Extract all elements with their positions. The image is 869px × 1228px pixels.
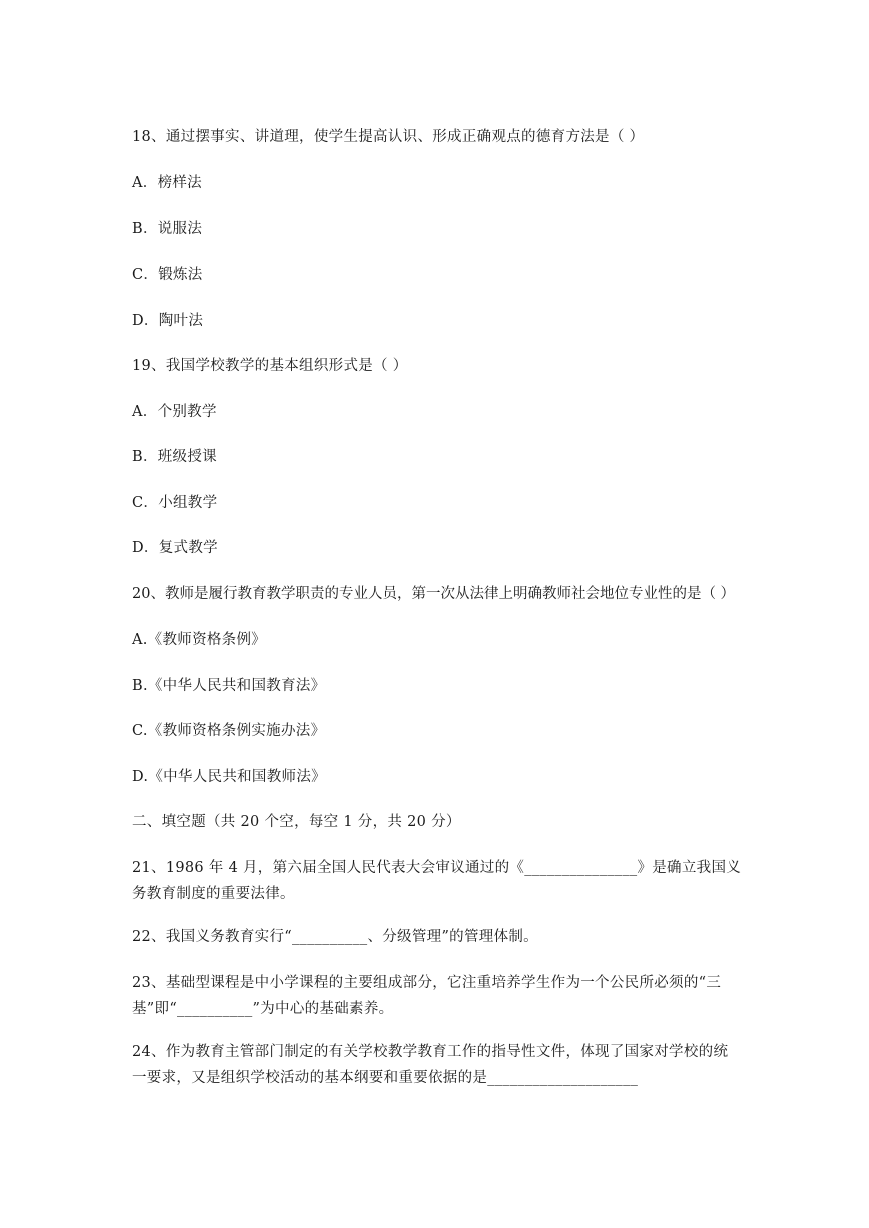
question-18-option-a: A．榜样法 bbox=[132, 175, 202, 191]
question-19-option-c: C．小组教学 bbox=[132, 495, 218, 511]
question-18-option-c: C．锻炼法 bbox=[132, 267, 203, 283]
section-2-heading: 二、填空题（共 20 个空，每空 1 分，共 20 分） bbox=[132, 814, 461, 830]
question-24-line-1: 24、作为教育主管部门制定的有关学校教学教育工作的指导性文件，体现了国家对学校的统 bbox=[132, 1044, 729, 1060]
question-19-option-a: A．个别教学 bbox=[132, 404, 217, 420]
question-18-option-b: B．说服法 bbox=[132, 221, 203, 237]
question-24-line-2: 一要求，又是组织学校活动的基本纲要和重要依据的是____________________ bbox=[132, 1070, 639, 1086]
question-20-stem: 20、教师是履行教育教学职责的专业人员，第一次从法律上明确教师社会地位专业性的是（ ） bbox=[132, 586, 736, 602]
question-18-option-d: D．陶叶法 bbox=[132, 313, 204, 329]
question-23-line-2: 基”即“__________”为中心的基础素养。 bbox=[132, 1001, 394, 1017]
question-20-option-c: C.《教师资格条例实施办法》 bbox=[132, 723, 326, 739]
question-19-stem: 19、我国学校教学的基本组织形式是（ ） bbox=[132, 358, 408, 374]
question-19-option-b: B．班级授课 bbox=[132, 449, 217, 465]
question-23-line-1: 23、基础型课程是中小学课程的主要组成部分，它注重培养学生作为一个公民所必须的“三 bbox=[132, 975, 722, 991]
question-20-option-b: B.《中华人民共和国教育法》 bbox=[132, 678, 326, 694]
question-21-line-2: 务教育制度的重要法律。 bbox=[132, 886, 295, 902]
question-21-line-1: 21、1986 年 4 月，第六届全国人民代表大会审议通过的《_______________》是确立我国义 bbox=[132, 860, 742, 876]
question-20-option-d: D.《中华人民共和国教师法》 bbox=[132, 769, 326, 785]
question-20-option-a: A.《教师资格条例》 bbox=[132, 632, 267, 648]
question-22-text: 22、我国义务教育实行“__________、分级管理”的管理体制。 bbox=[132, 929, 538, 945]
question-19-option-d: D．复式教学 bbox=[132, 540, 218, 556]
question-18-stem: 18、通过摆事实、讲道理，使学生提高认识、形成正确观点的德育方法是（ ） bbox=[132, 129, 645, 145]
